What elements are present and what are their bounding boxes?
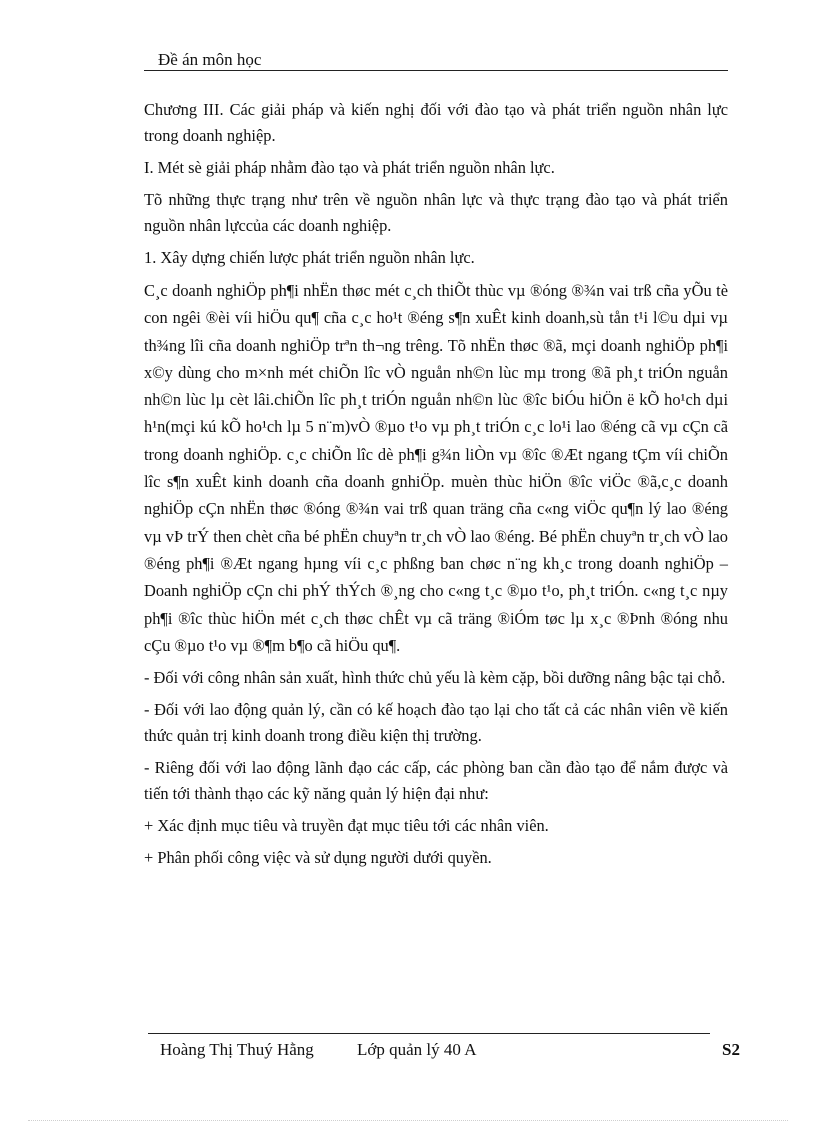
page-bottom-border — [28, 1120, 788, 1121]
section-heading: I. Mét sè giải pháp nhằm đào tạo và phát triển nguồn nhân lực. — [144, 158, 555, 177]
chapter-heading: Chương III. Các giải pháp và kiến nghị đối với đào tạo và phát triển nguồn nhân lực trong doanh nghiệp. — [144, 100, 728, 145]
bullet-workers: - Đối với công nhân sản xuất, hình thức chủ yếu là kèm cặp, bồi dưỡng nâng bậc tại chỗ. — [144, 668, 726, 688]
footer-divider — [148, 1033, 710, 1034]
subsection-heading: 1. Xây dựng chiến lược phát triển nguồn nhân lực. — [144, 248, 475, 267]
bullet-leaders: - Riêng đối với lao động lãnh đạo các cấp, các phòng ban cần đào tạo để nắm được và tiến tới thành thạo các kỹ năng quản lý hiện đại như: — [144, 758, 728, 804]
page-header-title: Đề án môn học — [158, 50, 262, 69]
page-number: S2 — [722, 1040, 740, 1059]
footer-author: Hoàng Thị Thuý Hằng — [160, 1040, 314, 1059]
sub-bullet-delegation: + Phân phối công việc và sử dụng người dưới quyền. — [144, 848, 492, 868]
document-body — [144, 97, 728, 877]
body-paragraph-legacy-encoding: C¸c doanh nghiÖp ph¶i nhËn thøc mét c¸ch thiÕt thùc vµ ®óng ®¾n vai trß cña yÕu tè con ngêi ®èi víi hiÖu qu¶ cña c¸c ho¹t ®éng s¶n xuÊt kinh doanh,sù tån t¹i l©u dµi vµ th¾ng lîi cña doanh nghiÖp trªn th¬ng trêng. Tõ nhËn thøc ®ã, mçi doanh nghiÖp ph¶i x©y dùng cho m×nh mét chiÕn lîc vÒ nguån nh©n lùc mµ trong ®ã ph¸t triÓn nguån nh©n lùc lµ cèt lâi.chiÕn lîc ph¸t triÓn nguån nh©n lùc ®îc biÓu hiÖn ë kÕ ho¹ch dµi h¹n(mçi kú kÕ ho¹ch lµ 5 n¨m)vÒ ®µo t¹o vµ ph¸t triÓn c¸c lo¹i lao ®éng cã vµ cÇn cã trong doanh nghiÖp. c¸c chiÕn lîc dè ph¶i g¾n liÒn vµ ®îc ®Æt ngang tÇm víi chiÕn lîc s¶n xuÊt kinh doanh cña doanh gnhiÖp. muèn thùc hiÖn ®îc viÖc ®ã,c¸c doanh nghiÖp cÇn nhËn thøc ®óng ®¾n vai trß quan träng cña c«ng viÖc qu¶n lý lao ®éng vµ vÞ trÝ then chèt cña bé phËn chuyªn tr¸ch vÒ lao ®éng. Bé phËn chuyªn tr¸ch vÒ lao ®éng ph¶i ®Æt ngang hµng víi c¸c phßng ban chøc n¨ng kh¸c trong doanh nghiÖp –Doanh nghiÖp cÇn chi phÝ thÝch ®¸ng cho c«ng t¸c ®µo t¹o, ph¸t triÓn. c«ng t¸c nµy ph¶i ®îc thùc hiÖn mét c¸ch thøc chÊt vµ cã träng ®iÓm tøc lµ x¸c ®Þnh ®óng nhu cÇu ®µo t¹o vµ ®¶m b¶o cã hiÖu qu¶. — [144, 281, 728, 655]
header-divider — [144, 70, 728, 71]
footer-class-info: Lớp quản lý 40 A — [357, 1040, 477, 1059]
sub-bullet-goals: + Xác định mục tiêu và truyền đạt mục tiêu tới các nhân viên. — [144, 816, 549, 836]
bullet-managers: - Đối với lao động quản lý, cần có kế hoạch đào tạo lại cho tất cả các nhân viên về kiến thức quản trị kinh doanh trong điều kiện thị trường. — [144, 700, 728, 746]
intro-paragraph: Tõ những thực trạng như trên về nguồn nhân lực và thực trạng đào tạo và phát triển nguồn nhân lựccủa các doanh nghiệp. — [144, 190, 728, 235]
